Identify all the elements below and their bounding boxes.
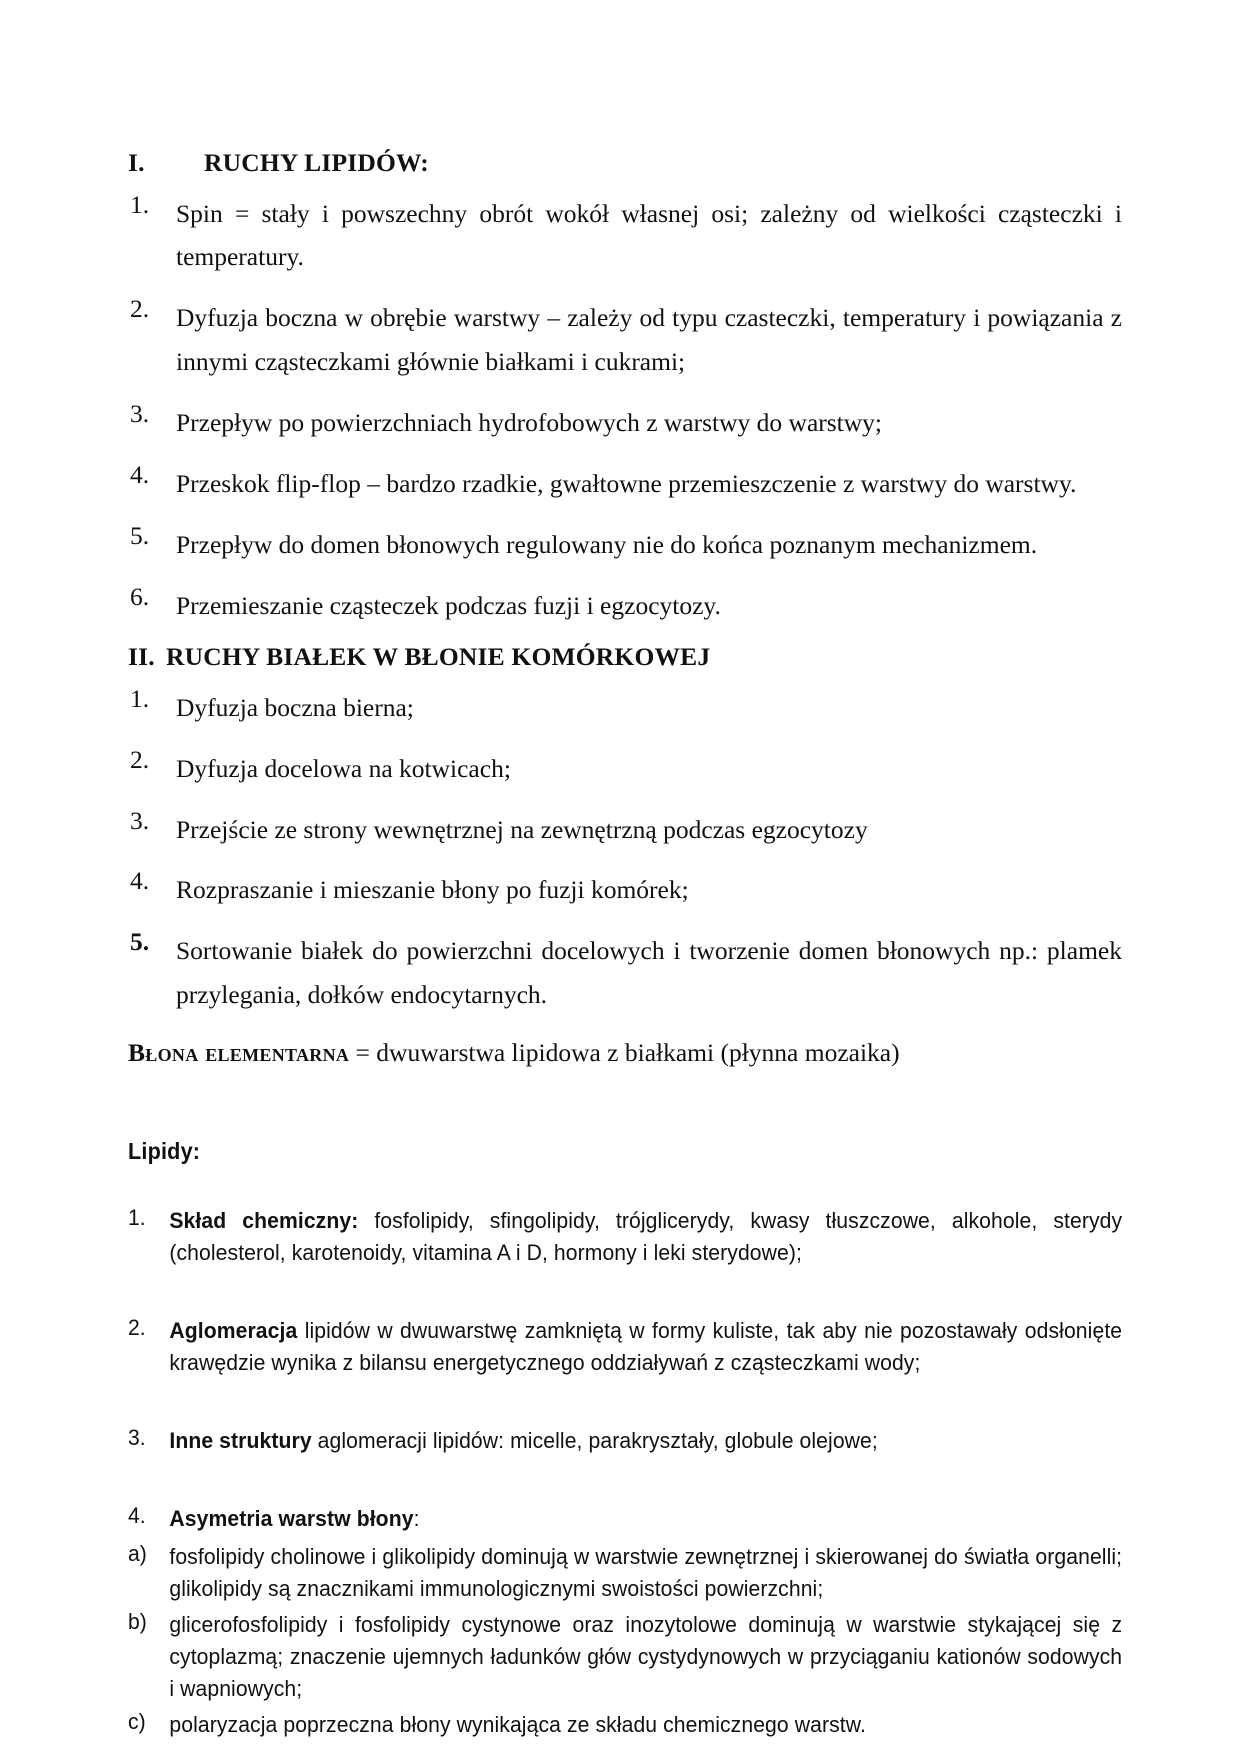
list-item: [128, 1315, 1122, 1379]
lipids-section: [128, 1138, 1122, 1740]
list-text: Przepływ po powierzchniach hydrofobowych z warstwy do warstwy;: [176, 407, 883, 437]
list-text: Przemieszanie cząsteczek podczas fuzji i egzocytozy.: [176, 590, 721, 620]
list-marker: 6.: [130, 581, 150, 611]
section-heading-protein-movements: [128, 644, 1122, 670]
list-text: Przeskok flip-flop – bardzo rzadkie, gwałtowne przemieszczenie z warstwy do warstwy.: [176, 468, 1077, 498]
list-item: [128, 744, 1122, 791]
section-numeral-ii: II.: [128, 642, 155, 672]
list-text: Dyfuzja docelowa na kotwicach;: [176, 753, 511, 783]
sub-list-text: polaryzacja poprzeczna błony wynikająca ze składu chemicznego warstw.: [169, 1711, 866, 1737]
lipids-heading: Lipidy:: [128, 1138, 201, 1165]
list-text: Dyfuzja boczna bierna;: [176, 692, 414, 722]
section-title-i: RUCHY LIPIDÓW:: [204, 148, 429, 177]
sub-list-text: fosfolipidy cholinowe i glikolipidy dominują w warstwie zewnętrznej i skierowanej do światła organelli; glikolipidy są znacznikami immunologicznymi swoistości powierzchni;: [169, 1543, 1123, 1601]
list-marker: 1.: [130, 683, 150, 713]
list-marker: 3.: [130, 398, 150, 428]
list-text: Spin = stały i powszechny obrót wokół własnej osi; zależny od wielkości cząsteczki i temperatury.: [176, 198, 1122, 272]
list-item: [128, 296, 1122, 384]
list-item: [128, 683, 1122, 730]
list-marker: 2.: [128, 1315, 146, 1341]
serif-section: [128, 150, 1122, 1072]
list-text-body: aglomeracji lipidów: micelle, parakryształy, globule olejowe;: [311, 1428, 878, 1454]
list-item: [128, 398, 1122, 445]
list-text-emphasis: Aglomeracja: [169, 1318, 298, 1344]
sub-list-marker: c): [128, 1708, 146, 1734]
list-item: [128, 805, 1122, 852]
list-text: Dyfuzja boczna w obrębie warstwy – zależy od typu czasteczki, temperatury i powiązania z innymi cząsteczkami głównie białkami i cukrami;: [176, 303, 1122, 377]
list-item: [128, 929, 1122, 1017]
sub-list-item: [128, 1709, 1122, 1741]
definition-body: = dwuwarstwa lipidowa z białkami (płynna mozaika): [349, 1038, 900, 1068]
sub-list-marker: b): [128, 1608, 147, 1634]
section-title-ii: RUCHY BIAŁEK W BŁONIE KOMÓRKOWEJ: [166, 642, 711, 672]
definition-term: Błona elementarna: [128, 1038, 350, 1068]
list-text-emphasis: Asymetria warstw błony: [169, 1505, 414, 1531]
list-item: [128, 1503, 1122, 1535]
list-text: Przejście ze strony wewnętrznej na zewnętrzną podczas egzocytozy: [176, 814, 868, 844]
list-marker: 3.: [128, 1425, 146, 1451]
list-text: Przepływ do domen błonowych regulowany nie do końca poznanym mechanizmem.: [176, 529, 1038, 559]
list-text-emphasis: Inne struktury: [169, 1428, 312, 1454]
sub-list-item: [128, 1541, 1122, 1605]
list-item: [128, 1205, 1122, 1269]
section-numeral-i: I.: [128, 148, 145, 177]
list-text: [169, 1315, 1122, 1379]
list-item: [128, 189, 1122, 280]
sub-list-text: glicerofosfolipidy i fosfolipidy cystynowe oraz inozytolowe dominują w warstwie stykającej się z cytoplazmą; znaczenie ujemnych ładunków głów cystydynowych w przyciąganiu kationów sodowych i wapniowych;: [169, 1611, 1123, 1701]
list-marker: 2.: [130, 744, 150, 774]
list-item: [128, 581, 1122, 628]
list-text: Rozpraszanie i mieszanie błony po fuzji komórek;: [176, 875, 689, 905]
list-text: Sortowanie białek do powierzchni docelowych i tworzenie domen błonowych np.: plamek przylegania, dołków endocytarnych.: [176, 936, 1122, 1010]
list-marker: 4.: [130, 459, 150, 489]
section-heading-lipid-movements: [128, 150, 1122, 176]
definition-line: [128, 1034, 1122, 1072]
list-text: [169, 1205, 1122, 1269]
list-text-emphasis: Skład chemiczny:: [169, 1208, 359, 1234]
list-marker: 5.: [130, 927, 150, 957]
list-text: [169, 1503, 1122, 1535]
list-marker: 1.: [130, 189, 150, 219]
list-item: [128, 1425, 1122, 1457]
list-marker: 4.: [130, 866, 150, 896]
list-marker: 3.: [130, 805, 150, 835]
list-text-body: fosfolipidy, sfingolipidy, trójglicerydy, kwasy tłuszczowe, alkohole, sterydy (cholesterol, karotenoidy, vitamina A i D, hormony i leki sterydowe);: [169, 1208, 1123, 1266]
list-marker: 1.: [128, 1205, 146, 1231]
sub-list-marker: a): [128, 1540, 147, 1566]
list-text: [169, 1425, 1122, 1457]
list-item: [128, 520, 1122, 567]
list-marker: 2.: [130, 294, 150, 324]
list-marker: 4.: [128, 1502, 146, 1528]
list-item: [128, 459, 1122, 506]
list-item: [128, 868, 1122, 912]
list-text-body: lipidów w dwuwarstwę zamkniętą w formy kuliste, tak aby nie pozostawały odsłonięte krawędzie wynika z bilansu energetycznego oddziaływań z cząsteczkami wody;: [169, 1318, 1123, 1376]
list-marker: 5.: [130, 520, 150, 550]
sub-list-item: [128, 1609, 1122, 1705]
list-text-body: :: [413, 1505, 420, 1531]
